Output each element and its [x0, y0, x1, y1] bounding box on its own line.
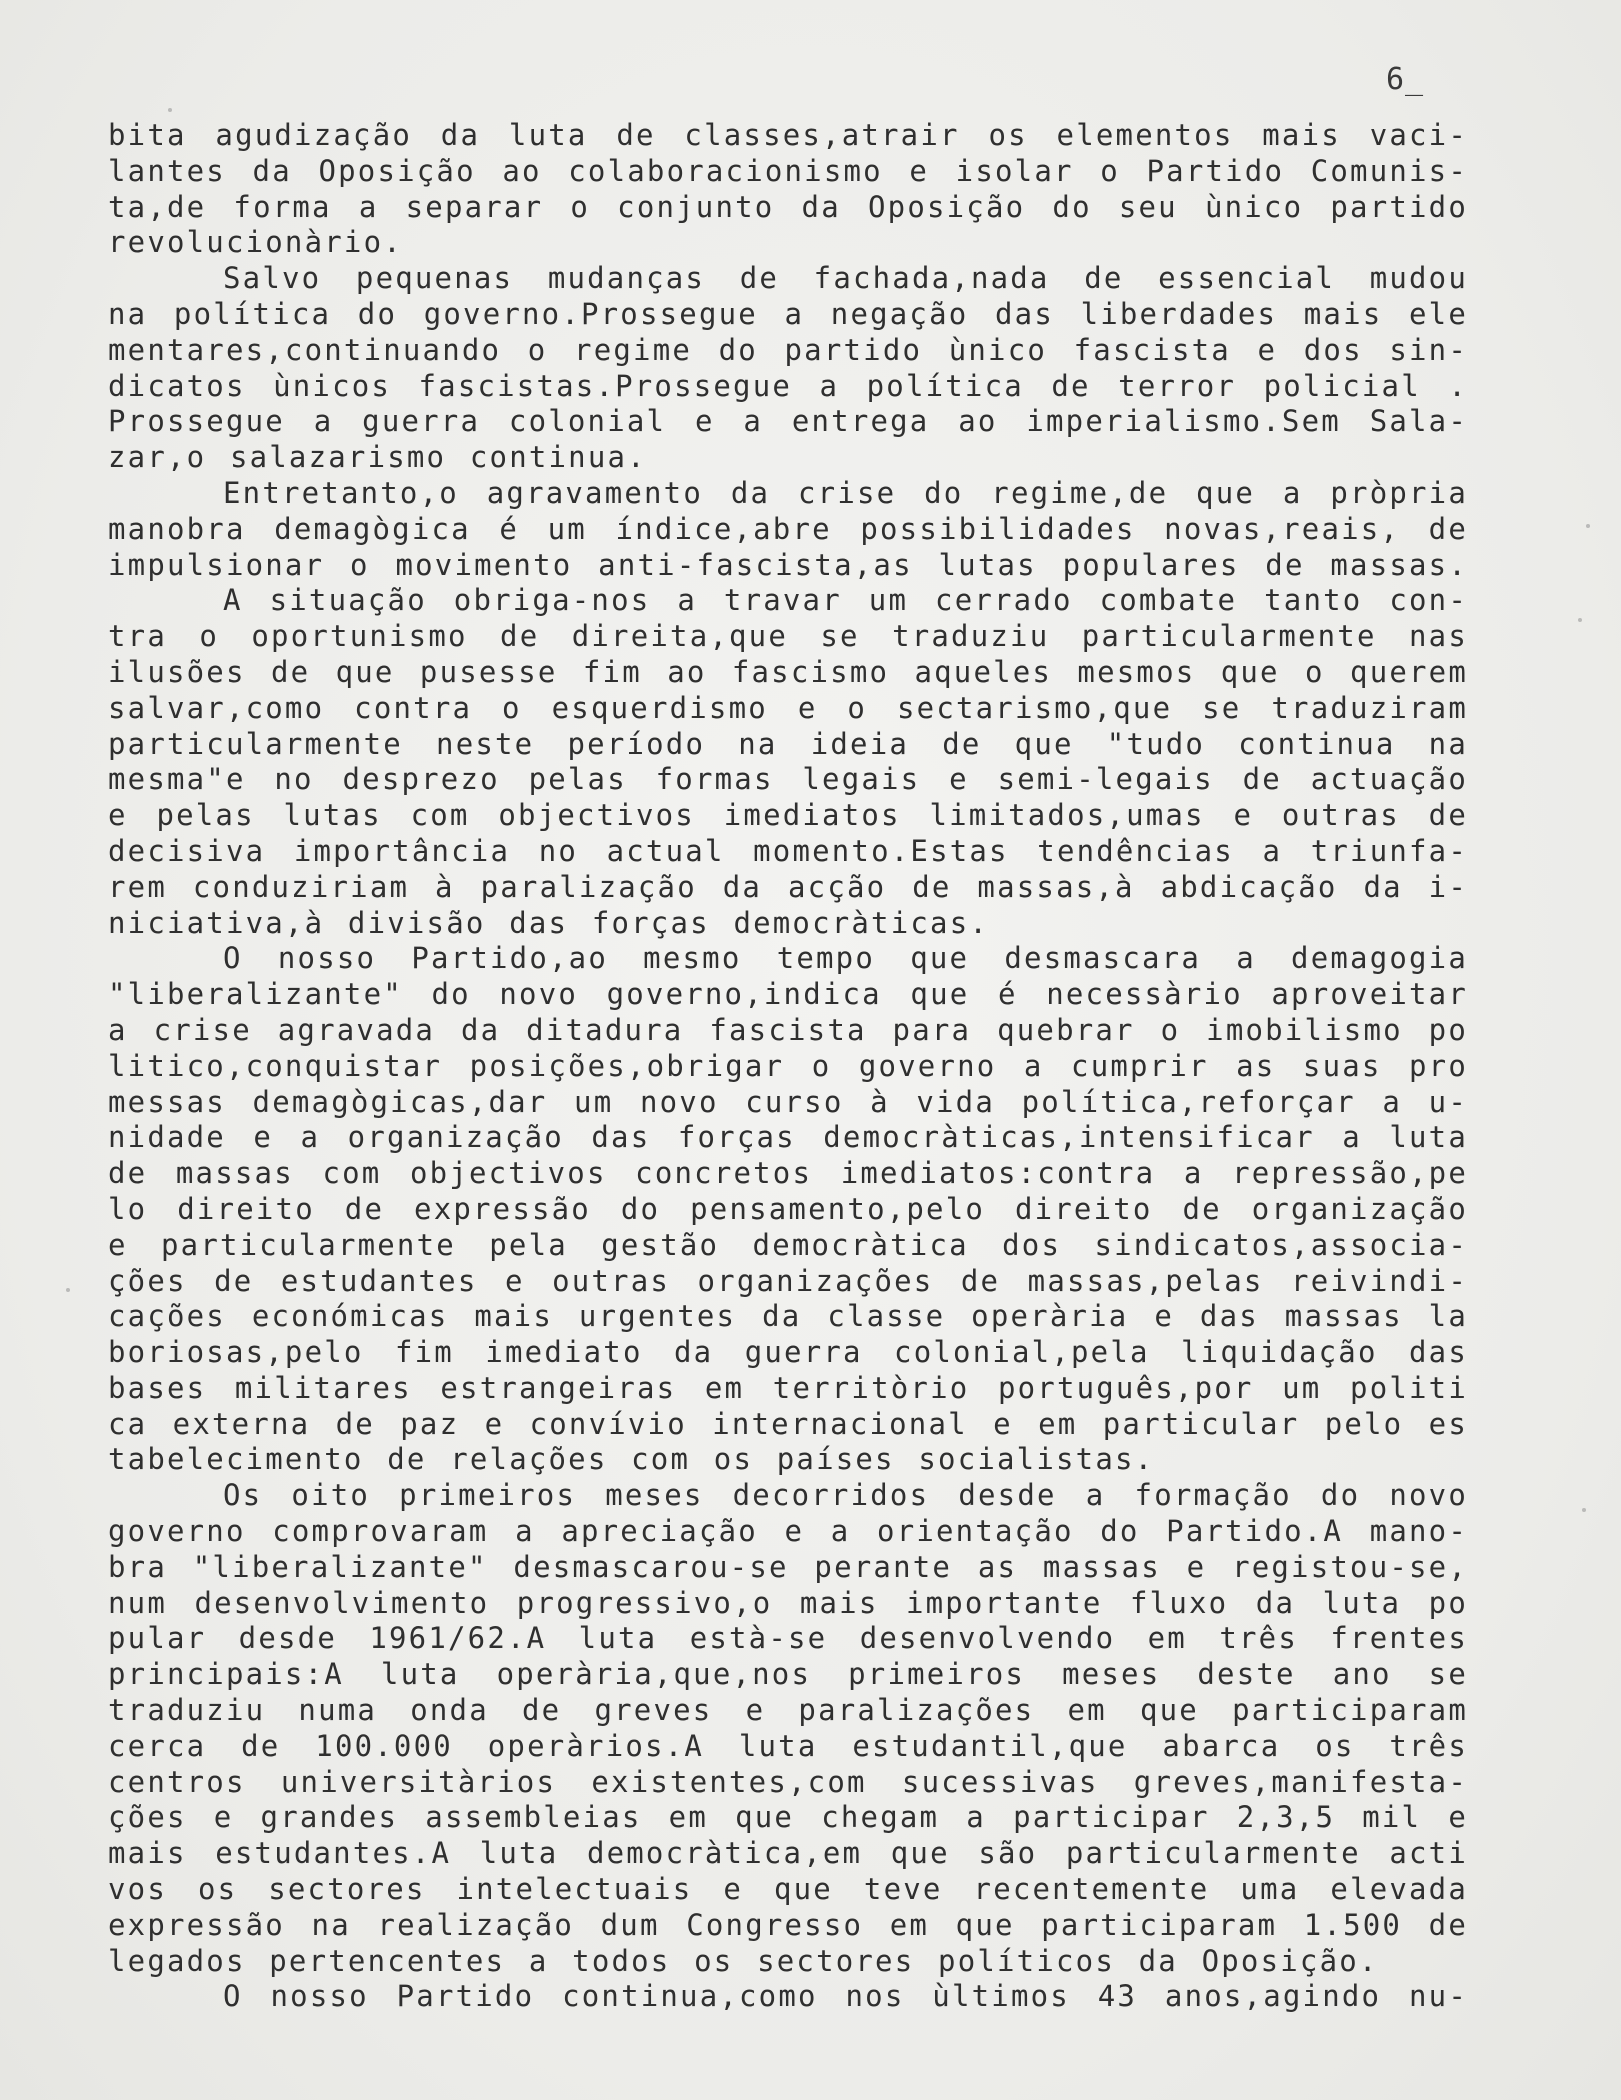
text-line: rem conduziriam à paralização da acção de massas,à abdicação da i- [108, 869, 1468, 904]
text-line: principais:A luta operària,que,nos primeiros meses deste ano se [108, 1657, 1468, 1692]
text-line: e particularmente pela gestão democràtica dos sindicatos,associa- [108, 1227, 1468, 1262]
text-line: boriosas,pelo fim imediato da guerra colonial,pela liquidação das [108, 1335, 1468, 1370]
text-line: cerca de 100.000 operàrios.A luta estudantil,que abarca os três [108, 1728, 1468, 1763]
text-line: ca externa de paz e convívio internacional e em particular pelo es [108, 1406, 1468, 1441]
text-line: A situação obriga-nos a travar um cerrado combate tanto con- [223, 583, 1468, 618]
text-line: de massas com objectivos concretos imediatos:contra a repressão,pe [108, 1156, 1468, 1191]
text-line: niciativa,à divisão das forças democràticas. [108, 905, 990, 940]
text-line: traduziu numa onda de greves e paralizações em que participaram [108, 1693, 1468, 1728]
text-line: tabelecimento de relações com os países socialistas. [108, 1442, 1155, 1477]
text-line: ta,de forma a separar o conjunto da Oposição do seu ùnico partido [108, 189, 1468, 224]
text-line: particularmente neste período na ideia de que "tudo continua na [108, 726, 1468, 761]
page-number: 6_ [1386, 62, 1425, 97]
text-line: cações económicas mais urgentes da classe operària e das massas la [108, 1299, 1468, 1334]
paper-speck [1586, 524, 1590, 528]
text-line: governo comprovaram a apreciação e a orientação do Partido.A mano- [108, 1514, 1468, 1549]
text-line: mais estudantes.A luta democràtica,em que são particularmente acti [108, 1836, 1468, 1871]
text-line: vos os sectores intelectuais e que teve recentemente uma elevada [108, 1872, 1468, 1907]
text-line: bases militares estrangeiras em territòrio português,por um politi [108, 1370, 1468, 1405]
text-line: e pelas lutas com objectivos imediatos limitados,umas e outras de [108, 798, 1468, 833]
text-line: manobra demagògica é um índice,abre possibilidades novas,reais, de [108, 511, 1468, 546]
paper-speck [1578, 618, 1582, 622]
text-line: litico,conquistar posições,obrigar o governo a cumprir as suas pro [108, 1048, 1468, 1083]
text-line: decisiva importância no actual momento.Estas tendências a triunfa- [108, 833, 1468, 868]
paper-speck [1582, 1508, 1586, 1512]
document-body [108, 118, 1468, 2015]
text-line: Entretanto,o agravamento da crise do regime,de que a pròpria [223, 475, 1468, 510]
paper-speck [66, 1288, 70, 1292]
text-line: pular desde 1961/62.A luta està-se desenvolvendo em três frentes [108, 1621, 1468, 1656]
text-line: a crise agravada da ditadura fascista para quebrar o imobilismo po [108, 1012, 1468, 1047]
text-line: lo direito de expressão do pensamento,pelo direito de organização [108, 1191, 1468, 1226]
text-line: ções e grandes assembleias em que chegam a participar 2,3,5 mil e [108, 1800, 1468, 1835]
text-line: Os oito primeiros meses decorridos desde a formação do novo [223, 1478, 1468, 1513]
text-line: ilusões de que pusesse fim ao fascismo aqueles mesmos que o querem [108, 654, 1468, 689]
text-line: Prossegue a guerra colonial e a entrega ao imperialismo.Sem Sala- [108, 404, 1468, 439]
text-line: mesma"e no desprezo pelas formas legais e semi-legais de actuação [108, 762, 1468, 797]
text-line: bra "liberalizante" desmascarou-se perante as massas e registou-se, [108, 1549, 1468, 1584]
text-line: tra o oportunismo de direita,que se traduziu particularmente nas [108, 619, 1468, 654]
text-line: O nosso Partido,ao mesmo tempo que desmascara a demagogia [223, 941, 1468, 976]
text-line: ções de estudantes e outras organizações de massas,pelas reivindi- [108, 1263, 1468, 1298]
text-line: num desenvolvimento progressivo,o mais importante fluxo da luta po [108, 1585, 1468, 1620]
text-line: expressão na realização dum Congresso em que participaram 1.500 de [108, 1907, 1468, 1942]
paper-speck [168, 108, 172, 112]
text-line: bita agudização da luta de classes,atrair os elementos mais vaci- [108, 118, 1468, 152]
text-line: messas demagògicas,dar um novo curso à vida política,reforçar a u- [108, 1084, 1468, 1119]
text-line: na política do governo.Prossegue a negação das liberdades mais ele [108, 296, 1468, 331]
text-line: nidade e a organização das forças democràticas,intensificar a luta [108, 1120, 1468, 1155]
text-line: mentares,continuando o regime do partido ùnico fascista e dos sin- [108, 332, 1468, 367]
text-line: salvar,como contra o esquerdismo e o sectarismo,que se traduziram [108, 690, 1468, 725]
text-line: impulsionar o movimento anti-fascista,as lutas populares de massas. [108, 547, 1468, 582]
text-line: legados pertencentes a todos os sectores políticos da Oposição. [108, 1943, 1379, 1978]
text-line: "liberalizante" do novo governo,indica que é necessàrio aproveitar [108, 977, 1468, 1012]
text-line: O nosso Partido continua,como nos ùltimos 43 anos,agindo nu- [223, 1979, 1468, 2014]
text-line: zar,o salazarismo continua. [108, 440, 647, 475]
text-line: centros universitàrios existentes,com sucessivas greves,manifesta- [108, 1764, 1468, 1799]
text-line: dicatos ùnicos fascistas.Prossegue a política de terror policial . [108, 368, 1468, 403]
text-line: Salvo pequenas mudanças de fachada,nada de essencial mudou [223, 261, 1468, 296]
text-line: revolucionàrio. [108, 225, 403, 260]
text-line: lantes da Oposição ao colaboracionismo e isolar o Partido Comunis- [108, 153, 1468, 188]
